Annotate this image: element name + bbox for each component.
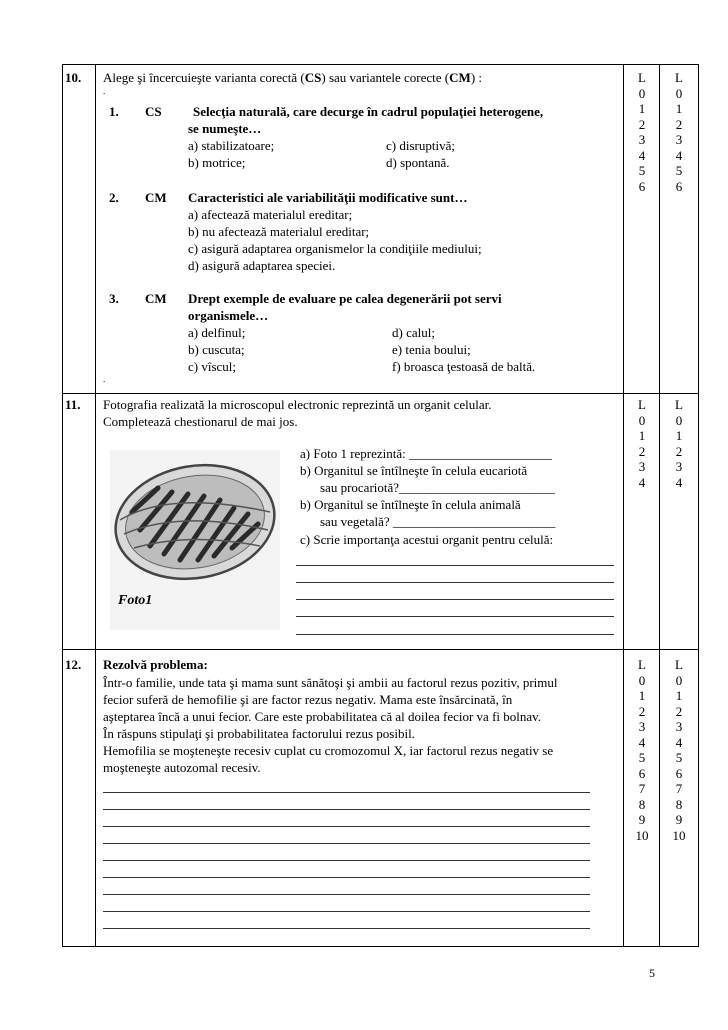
item-type: CS (145, 104, 162, 119)
col-divider-num (95, 64, 96, 947)
item-number: 3. (109, 291, 119, 306)
answer-line[interactable] (103, 911, 590, 912)
option-e[interactable]: e) tenia boului; (392, 342, 471, 357)
score-column-1: L 0 1 2 3 4 5 6 7 8 9 10 (635, 657, 649, 843)
option-a[interactable]: a) delfinul; (188, 325, 246, 340)
option-b[interactable]: b) cuscuta; (188, 342, 245, 357)
table-left-border (62, 64, 63, 947)
question-title: Rezolvă problema: (103, 657, 208, 672)
score-column-2: L 0 1 2 3 4 5 6 7 8 9 10 (672, 657, 686, 843)
answer-line[interactable] (103, 792, 590, 793)
answer-line[interactable] (103, 894, 590, 895)
score-column-1: L 0 1 2 3 4 (638, 397, 646, 490)
problem-line: În răspuns stipulaţi şi probabilitatea factorului rezus posibil. (103, 726, 415, 741)
answer-line[interactable] (103, 809, 590, 810)
question-text-cont: Completează chestionarul de mai jos. (103, 414, 298, 429)
option-b[interactable]: b) motrice; (188, 155, 246, 170)
col-divider-score1 (659, 64, 660, 947)
question-number: 12. (65, 657, 82, 672)
table-right-border (698, 64, 699, 947)
micrograph-image (110, 450, 280, 630)
subquestion-b1: b) Organitul se întîlneşte în celula eucariotă (300, 463, 528, 478)
option-c[interactable]: c) asigură adaptarea organismelor la condiţiile mediului; (188, 241, 482, 256)
item-type: CM (145, 190, 167, 205)
option-b[interactable]: b) nu afectează materialul ereditar; (188, 224, 370, 239)
item-question-cont: organismele… (188, 308, 269, 323)
question-number: 10. (65, 70, 82, 85)
table-top-border (62, 64, 699, 65)
item-question-cont: se numeşte… (188, 121, 262, 136)
problem-line: Hemofilia se moşteneşte recesiv cuplat cu cromozomul X, iar factorul rezus negativ se (103, 743, 554, 758)
row-divider-11-12 (62, 649, 699, 650)
option-d[interactable]: d) asigură adaptarea speciei. (188, 258, 336, 273)
problem-line: moşteneşte autozomal recesiv. (103, 760, 261, 775)
score-column-2: L 0 1 2 3 4 (675, 397, 683, 490)
problem-line: Într-o familie, unde tata şi mama sunt sănătoşi şi ambii au factorul rezus pozitiv, primul (103, 675, 558, 690)
answer-line[interactable] (103, 860, 590, 861)
option-d[interactable]: d) spontană. (386, 155, 450, 170)
answer-line[interactable] (103, 928, 590, 929)
marker-dot: . (103, 374, 106, 384)
answer-line[interactable] (103, 843, 590, 844)
answer-line[interactable] (296, 565, 614, 566)
item-number: 1. (109, 104, 119, 119)
row-divider-10-11 (62, 393, 699, 394)
subquestion-b2-cont: sau vegetală? _________________________ (320, 514, 556, 529)
page-number: 5 (649, 966, 655, 980)
option-d[interactable]: d) calul; (392, 325, 435, 340)
option-f[interactable]: f) broasca ţestoasă de baltă. (392, 359, 536, 374)
photo-label: Foto1 (118, 593, 153, 608)
option-c[interactable]: c) vîscul; (188, 359, 237, 374)
subquestion-a: a) Foto 1 reprezintă: ______________________ (300, 446, 553, 461)
problem-line: aşteptarea încă a unui fecior. Care este probabilitatea că al doilea fecior va fi bolnav. (103, 709, 542, 724)
item-question: Selecţia naturală, care decurge în cadrul populaţiei heterogene, (193, 104, 544, 119)
item-question: Drept exemple de evaluare pe calea degenerării pot servi (188, 291, 502, 306)
option-a[interactable]: a) stabilizatoare; (188, 138, 275, 153)
item-number: 2. (109, 190, 119, 205)
option-a[interactable]: a) afectează materialul ereditar; (188, 207, 353, 222)
answer-line[interactable] (103, 877, 590, 878)
answer-line[interactable] (103, 826, 590, 827)
answer-line[interactable] (296, 616, 614, 617)
option-c[interactable]: c) disruptivă; (386, 138, 455, 153)
subquestion-c: c) Scrie importanţa acestui organit pentru celulă: (300, 532, 554, 547)
subquestion-b1-cont: sau procariotă?________________________ (320, 480, 556, 495)
score-column-1: L 0 1 2 3 4 5 6 (638, 70, 646, 194)
col-divider-text (623, 64, 624, 947)
score-column-2: L 0 1 2 3 4 5 6 (675, 70, 683, 194)
answer-line[interactable] (296, 582, 614, 583)
item-type: CM (145, 291, 167, 306)
subquestion-b2: b) Organitul se întîlneşte în celula animală (300, 497, 521, 512)
question-instruction: Alege şi încercuieşte varianta corectă (CS) sau variantele corecte (CM) : (103, 70, 483, 85)
item-question: Caracteristici ale variabilităţii modificative sunt… (188, 190, 468, 205)
question-number: 11. (65, 397, 81, 412)
marker-dot: . (103, 86, 106, 96)
problem-line: fecior suferă de hemofilie şi are factor rezus negativ. Mama este însărcinată, în (103, 692, 513, 707)
answer-line[interactable] (296, 599, 614, 600)
table-bottom-border (62, 946, 699, 947)
question-text: Fotografia realizată la microscopul electronic reprezintă un organit celular. (103, 397, 492, 412)
answer-line[interactable] (296, 634, 614, 635)
